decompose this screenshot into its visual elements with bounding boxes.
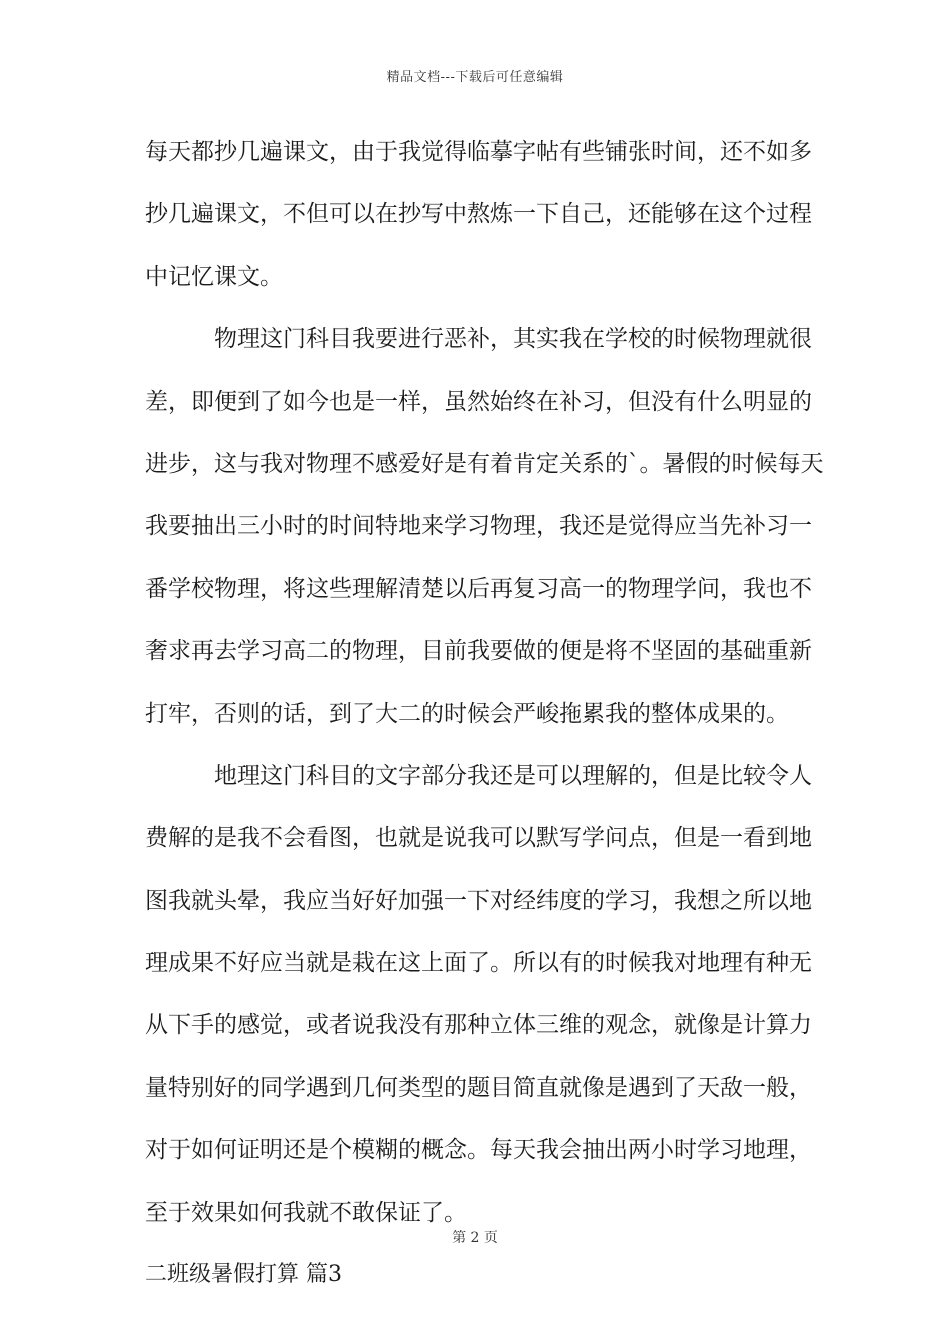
text-line: 差，即便到了如今也是一样，虽然始终在补习，但没有什么明显的 xyxy=(145,388,812,415)
paragraph-2 xyxy=(145,313,824,750)
text-line: 打牢，否则的话，到了大二的时候会严峻拖累我的整体成果的。 xyxy=(145,700,789,727)
text-line: 中记忆课文。 xyxy=(145,263,283,290)
text-line: 费解的是我不会看图，也就是说我可以默写学问点，但是一看到地 xyxy=(145,825,812,852)
text-line: 每天都抄几遍课文，由于我觉得临摹字帖有些铺张时间，还不如多 xyxy=(145,139,812,165)
paragraph-1 xyxy=(145,126,812,313)
text-line: 我要抽出三小时的时间特地来学习物理，我还是觉得应当先补习一 xyxy=(145,513,812,540)
text-line: 抄几遍课文，不但可以在抄写中熬炼一下自己，还能够在这个过程 xyxy=(145,201,812,228)
text-line: 番学校物理，将这些理解清楚以后再复习高一的物理学问，我也不 xyxy=(145,575,812,602)
text-line: 对于如何证明还是个模糊的概念。每天我会抽出两小时学习地理， xyxy=(145,1137,812,1164)
text-line: 进步，这与我对物理不感爱好是有着肯定关系的`。暑假的时候每天 xyxy=(145,450,824,477)
section-heading: 二班级暑假打算 篇3 xyxy=(145,1262,342,1288)
text-line: 地理这门科目的文字部分我还是可以理解的，但是比较令人 xyxy=(214,762,812,789)
text-line: 量特别好的同学遇到几何类型的题目简直就像是遇到了天敌一般， xyxy=(145,1074,812,1101)
text-line: 物理这门科目我要进行恶补，其实我在学校的时候物理就很 xyxy=(214,326,812,353)
paragraph-3 xyxy=(145,750,812,1249)
text-line: 从下手的感觉，或者说我没有那种立体三维的观念，就像是计算力 xyxy=(145,1012,812,1039)
text-line: 理成果不好应当就是栽在这上面了。所以有的时候我对地理有种无 xyxy=(145,950,812,977)
page-header: 精品文档---下载后可任意编辑 xyxy=(386,70,564,85)
page-number: 第 2 页 xyxy=(452,1230,498,1246)
text-line: 奢求再去学习高二的物理，目前我要做的便是将不坚固的基础重新 xyxy=(145,638,812,665)
text-line: 图我就头晕，我应当好好加强一下对经纬度的学习，我想之所以地 xyxy=(145,887,812,914)
text-line: 至于效果如何我就不敢保证了。 xyxy=(145,1199,467,1226)
document-body xyxy=(145,126,824,1311)
